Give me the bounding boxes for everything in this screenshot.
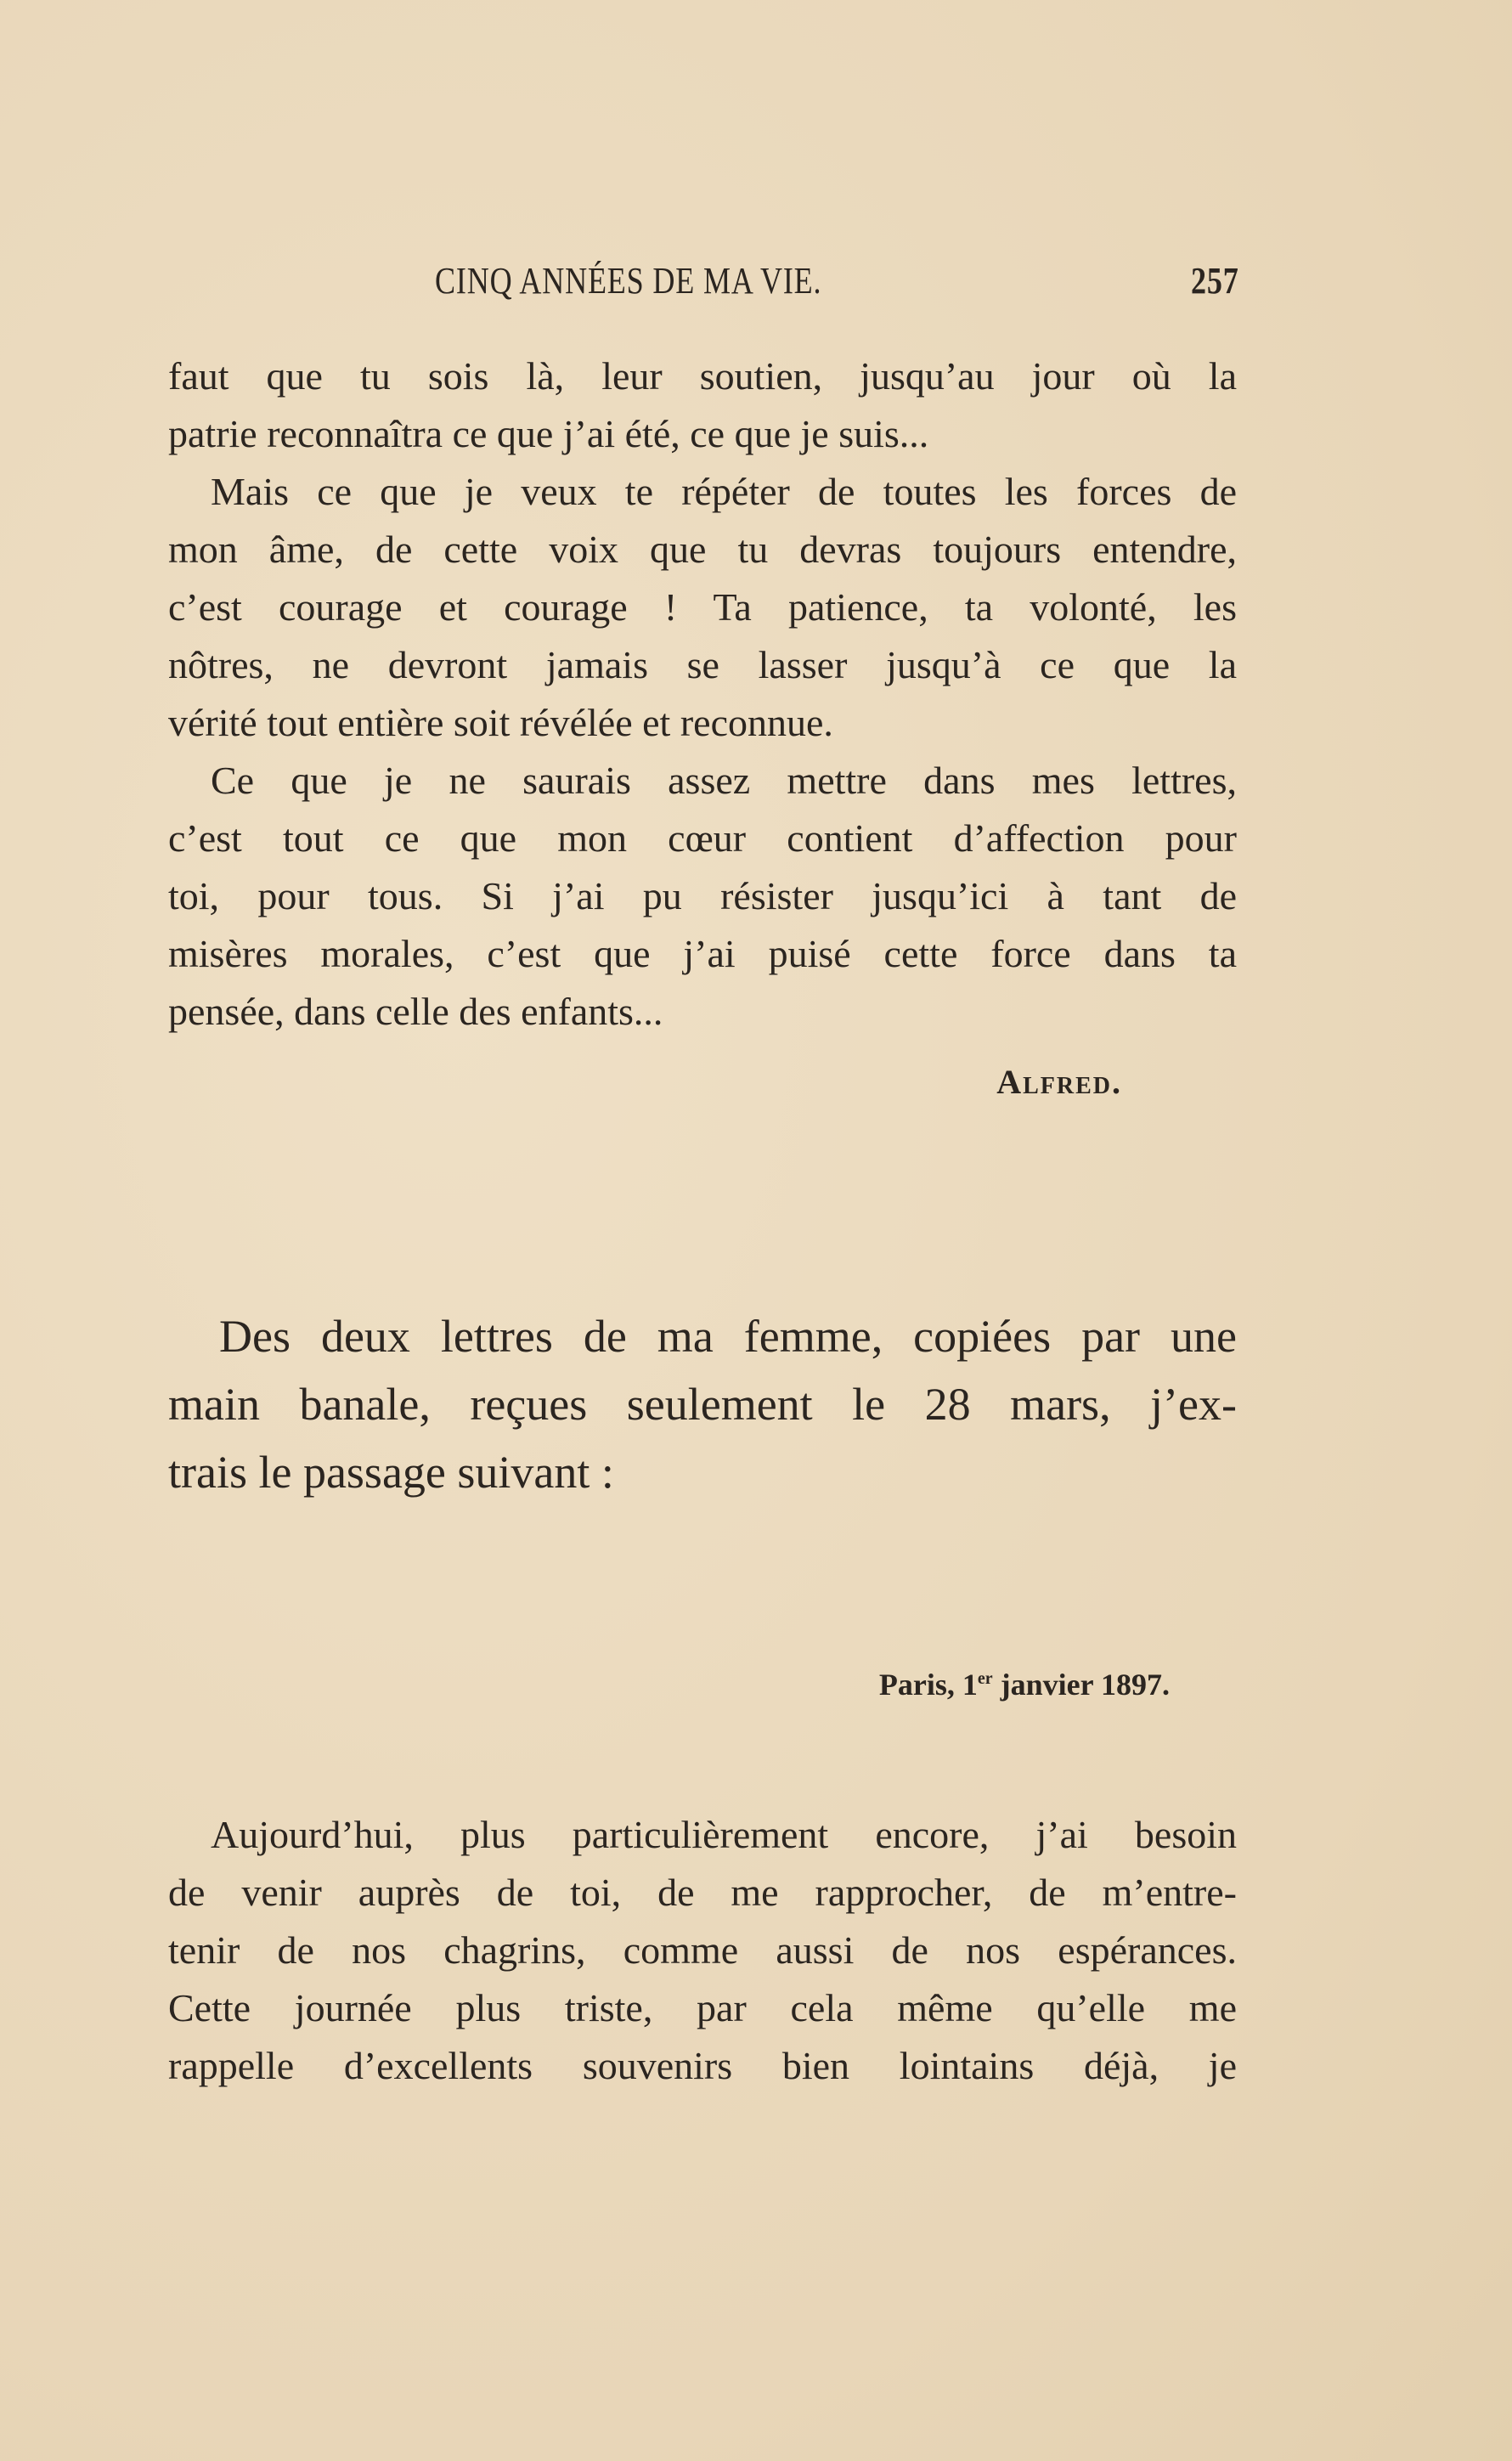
intro-line: trais le passage suivant : <box>168 1447 614 1498</box>
text-line: Cette journée plus triste, par cela même qu’elle me <box>168 1986 1237 2029</box>
text-line: de venir auprès de toi, de me rapprocher, de m’entre- <box>168 1871 1237 1914</box>
text-line: Ce que je ne saurais assez mettre dans mes lettres, <box>211 759 1237 802</box>
page-number: 257 <box>1191 260 1239 302</box>
intro-line: main banale, reçues seulement le 28 mars, j’ex- <box>168 1379 1237 1430</box>
text-line: vérité tout entière soit révélée et reconnue. <box>168 701 833 744</box>
dateline <box>879 1667 1170 1702</box>
intro-line: Des deux lettres de ma femme, copiées par une <box>219 1311 1237 1362</box>
text-line: mon âme, de cette voix que tu devras toujours entendre, <box>168 528 1237 571</box>
signature: Alfred. <box>996 1063 1122 1101</box>
text-line: pensée, dans celle des enfants... <box>168 990 663 1033</box>
running-title: CINQ ANNÉES DE MA VIE. <box>435 260 822 302</box>
dateline-suffix: janvier 1897. <box>992 1668 1170 1702</box>
text-line: c’est tout ce que mon cœur contient d’affection pour <box>168 816 1237 860</box>
text-line: nôtres, ne devront jamais se lasser jusqu’à ce que la <box>168 643 1237 686</box>
text-line: tenir de nos chagrins, comme aussi de nos espérances. <box>168 1928 1237 1972</box>
text-line: faut que tu sois là, leur soutien, jusqu’au jour où la <box>168 354 1237 398</box>
text-line: toi, pour tous. Si j’ai pu résister jusqu’ici à tant de <box>168 874 1237 917</box>
text-line: c’est courage et courage ! Ta patience, ta volonté, les <box>168 585 1237 629</box>
text-line: misères morales, c’est que j’ai puisé cette force dans ta <box>168 932 1237 975</box>
text-line: rappelle d’excellents souvenirs bien lointains déjà, je <box>168 2044 1237 2087</box>
dateline-sup: er <box>977 1669 993 1688</box>
text-line: patrie reconnaîtra ce que j’ai été, ce que je suis... <box>168 412 929 455</box>
dateline-prefix: Paris, 1 <box>878 1668 978 1702</box>
text-line: Aujourd’hui, plus particulièrement encore, j’ai besoin <box>211 1813 1237 1856</box>
text-line: Mais ce que je veux te répéter de toutes les forces de <box>211 470 1237 513</box>
